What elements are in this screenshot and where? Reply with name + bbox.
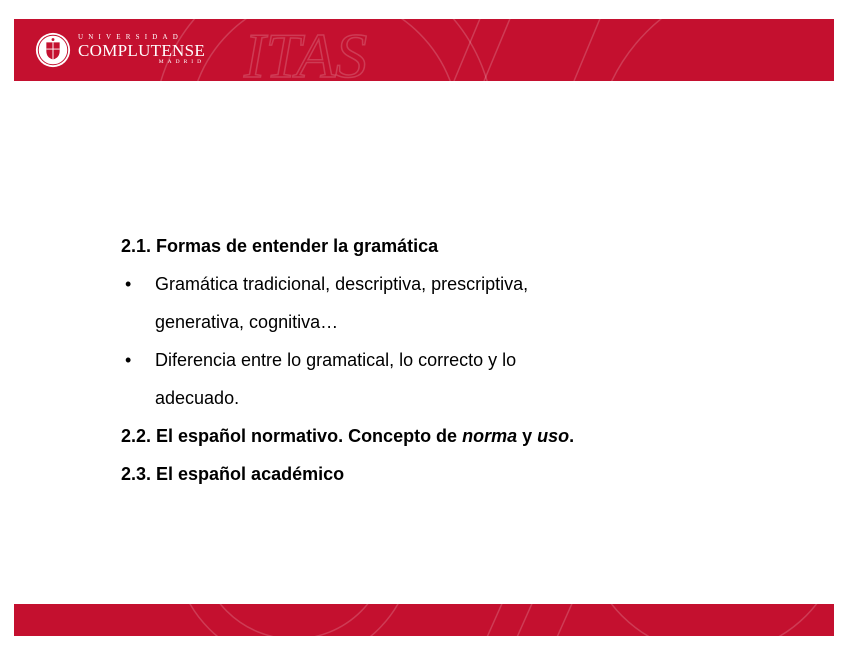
section-2-1-title: 2.1. Formas de entender la gramática bbox=[121, 236, 439, 256]
logo-top-text: UNIVERSIDAD bbox=[78, 33, 184, 42]
bullet-item bbox=[121, 268, 761, 306]
watermark-text: ITAS bbox=[244, 20, 368, 81]
bullet-marker: • bbox=[125, 350, 132, 370]
section-2-2-title bbox=[121, 420, 761, 458]
section-2-2-suffix: . bbox=[569, 426, 575, 446]
university-logo bbox=[34, 27, 205, 73]
footer-watermark-graphic bbox=[14, 604, 834, 636]
slide-content bbox=[121, 230, 761, 496]
bullet-text-line: Gramática tradicional, descriptiva, prescriptiva, bbox=[155, 274, 529, 294]
bullet-text-continuation: generativa, cognitiva… bbox=[155, 312, 339, 332]
bullet-marker: • bbox=[125, 274, 132, 294]
bullet-item bbox=[121, 344, 761, 382]
bullet-text-continuation: adecuado. bbox=[155, 388, 240, 408]
logo-bottom-text: MADRID bbox=[158, 59, 206, 66]
logo-main-text: COMPLUTENSE bbox=[78, 41, 206, 61]
section-2-2-prefix: 2.2. El español normativo. Concepto de bbox=[121, 426, 463, 446]
term-norma: norma bbox=[462, 426, 518, 446]
footer-band bbox=[14, 604, 834, 636]
bullet-text-line: Diferencia entre lo gramatical, lo correcto y lo bbox=[155, 350, 517, 370]
university-seal-icon bbox=[34, 31, 72, 69]
header-band bbox=[14, 19, 834, 81]
section-2-2-conjunction: y bbox=[517, 426, 538, 446]
section-2-3-title: 2.3. El español académico bbox=[121, 464, 345, 484]
term-uso: uso bbox=[537, 426, 570, 446]
